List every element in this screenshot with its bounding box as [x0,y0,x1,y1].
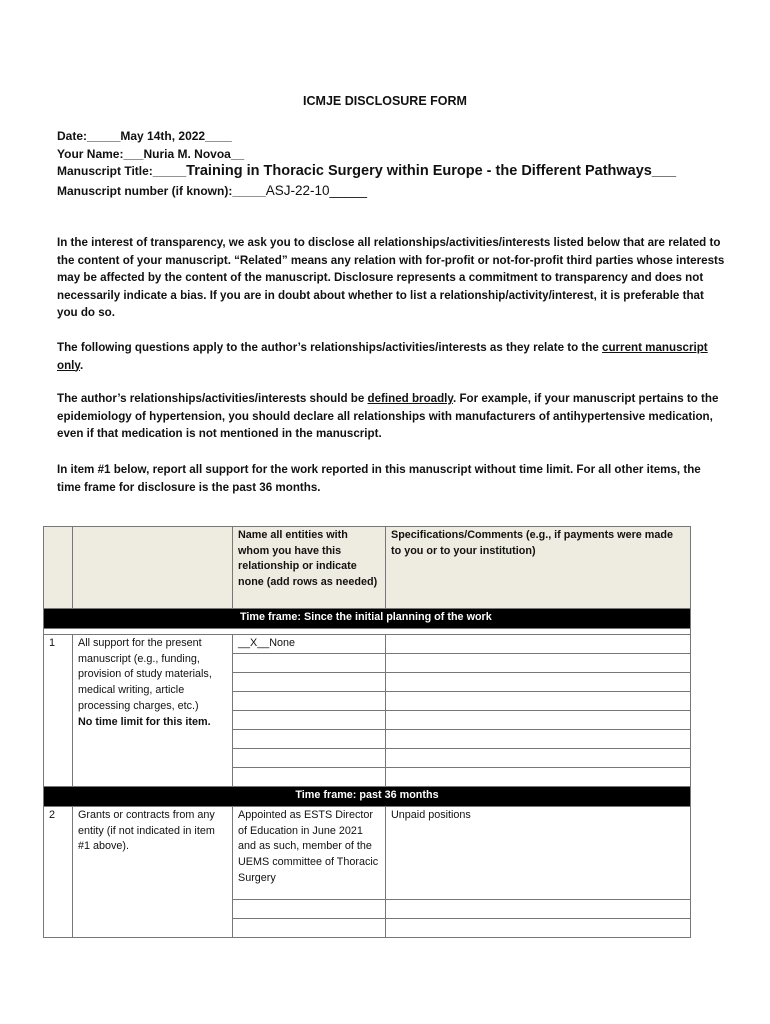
manuscript-title-line [57,163,676,180]
spec-blank-row[interactable] [386,730,691,749]
item-2-spec-field[interactable]: Unpaid positions [386,807,691,900]
spec-blank-row[interactable] [386,654,691,673]
item-2-entity-field[interactable]: Appointed as ESTS Director of Education in June 2021 and as such, member of the UEMS committee of Thoracic Surgery [233,807,386,900]
header-desc-cell [73,527,233,609]
manuscript-title-value: Training in Thoracic Surgery within Europe - the Different Pathways___ [186,163,677,179]
entity-blank-row[interactable] [233,900,386,919]
scope-text: The following questions apply to the author’s relationships/activities/interests as they relate to the [57,341,603,354]
form-title: ICMJE DISCLOSURE FORM [303,94,467,108]
time-frame-paragraph: In item #1 below, report all support for the work reported in this manuscript without time limit. For all other items, the time frame for disclosure is the past 36 months. [57,463,701,494]
scope-underlined: current manuscript only [57,341,708,372]
manuscript-number-value: ASJ-22-10_____ [265,183,368,198]
broad-text: The author’s relationships/activities/interests should be [57,392,368,405]
item-1-desc-text: All support for the present manuscript (e.g., funding, provision of study materials, medical writing, article processing charges, etc.) [78,637,212,712]
item-2-number: 2 [44,807,73,938]
spec-blank-row[interactable] [386,749,691,768]
item-1-spec-field[interactable] [386,635,691,654]
entity-blank-row[interactable] [233,919,386,938]
item-1-description [73,635,233,787]
item-2-description: Grants or contracts from any entity (if not indicated in item #1 above). [73,807,233,938]
entity-blank-row[interactable] [233,673,386,692]
broad-definition-paragraph [57,390,727,443]
entity-blank-row[interactable] [233,654,386,673]
scope-end: . [79,358,84,372]
spec-blank-row[interactable] [386,919,691,938]
item-1-number: 1 [44,635,73,787]
broad-end: . For example, if your manuscript pertains to the epidemiology of hypertension, you should declare all relationships with manufacturers of antihypertensive medication, even if that medication is not mentioned in the manuscript. [57,392,719,440]
manuscript-title-label: Manuscript Title:_____ [57,164,187,178]
band-2-label: Time frame: past 36 months [44,787,691,807]
spec-blank-row[interactable] [386,711,691,730]
manuscript-number-label: Manuscript number (if known):_____ [57,184,266,198]
name-line: Your Name:___Nuria M. Novoa__ [57,147,245,161]
broad-underlined: defined broadly [367,392,453,405]
transparency-paragraph: In the interest of transparency, we ask you to disclose all relationships/activities/interests listed below that are related to the content of your manuscript. “Related” means any relation with for-profit or not-for-profit third parties whose interests may be affected by the content of the manuscript. Disclosure represents a commitment to transparency and does not necessarily indicate a bias. If you are in doubt about whether to list a relationship/activity/interest, it is preferable that you do so. [57,236,725,319]
entity-blank-row[interactable] [233,692,386,711]
scope-paragraph [57,339,727,374]
item-1-note: No time limit for this item. [78,715,211,728]
entity-blank-row[interactable] [233,749,386,768]
spec-blank-row[interactable] [386,692,691,711]
entity-blank-row[interactable] [233,768,386,787]
manuscript-number-line [57,182,367,200]
spec-blank-row[interactable] [386,900,691,919]
time-frame-band-2 [44,787,691,807]
item-1-entity-field[interactable]: __X__None [233,635,386,654]
table-header-row [44,527,691,609]
date-line: Date:_____May 14th, 2022____ [57,129,232,143]
entity-blank-row[interactable] [233,711,386,730]
band-1-label: Time frame: Since the initial planning of the work [240,611,492,623]
spec-blank-row[interactable] [386,768,691,787]
time-frame-band-1 [44,609,691,629]
header-num-cell [44,527,73,609]
spec-blank-row[interactable] [386,673,691,692]
table-row [44,807,691,900]
entity-blank-row[interactable] [233,730,386,749]
entities-header: Name all entities with whom you have this relationship or indicate none (add rows as needed) [233,527,386,609]
spec-header: Specifications/Comments (e.g., if payments were made to you or to your institution) [386,527,691,609]
disclosure-table [43,526,691,938]
table-row [44,635,691,654]
